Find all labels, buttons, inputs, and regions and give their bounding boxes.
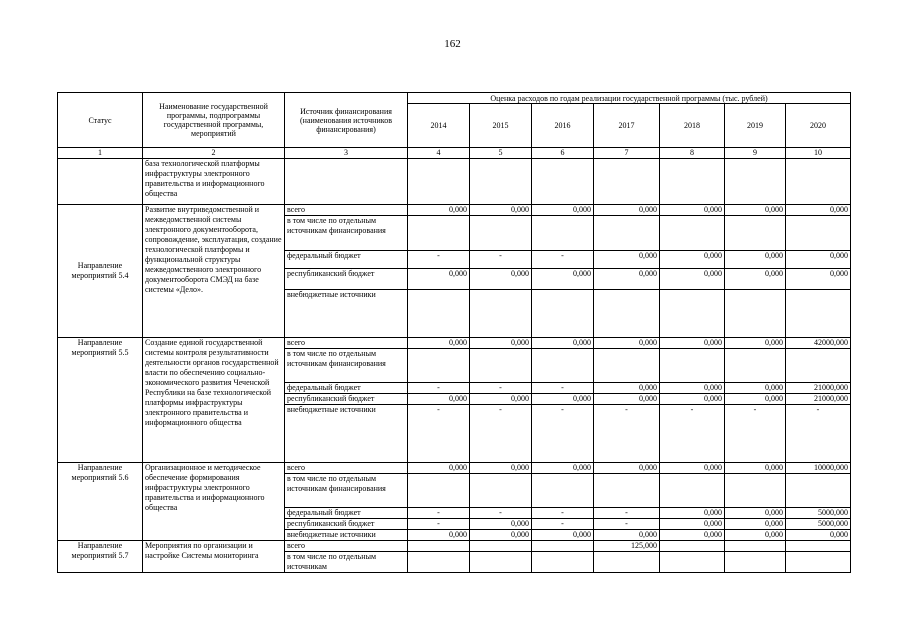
- table-row: [58, 541, 851, 552]
- value-cell: 0,000: [532, 269, 594, 290]
- value-cell: 0,000: [594, 530, 660, 541]
- value-cell: [786, 541, 851, 552]
- value-cell: [470, 474, 532, 508]
- value-cell: [408, 541, 470, 552]
- value-cell: [532, 474, 594, 508]
- value-cell: 0,000: [660, 383, 725, 394]
- value-cell: [470, 541, 532, 552]
- measure-name-cell: Организационное и методическое обеспечение формирования инфраструктуры электронного правительства и информационного общества: [143, 463, 285, 541]
- value-cell: 0,000: [725, 394, 786, 405]
- value-cell: [660, 216, 725, 251]
- value-cell: 0,000: [660, 251, 725, 269]
- header-estimate: Оценка расходов по годам реализации государственной программы (тыс. рублей): [408, 93, 851, 104]
- funding-source-cell: всего: [285, 338, 408, 349]
- value-cell: 0,000: [470, 519, 532, 530]
- value-cell: -: [408, 383, 470, 394]
- value-cell: [660, 349, 725, 383]
- column-number: 4: [408, 148, 470, 159]
- value-cell: 0,000: [786, 530, 851, 541]
- funding-source-cell: в том числе по отдельным источникам финансирования: [285, 216, 408, 251]
- value-cell: [470, 552, 532, 573]
- value-cell: 0,000: [660, 463, 725, 474]
- value-cell: 0,000: [470, 463, 532, 474]
- value-cell: -: [594, 519, 660, 530]
- value-cell: [532, 541, 594, 552]
- value-cell: 0,000: [594, 463, 660, 474]
- value-cell: [594, 552, 660, 573]
- funding-source-cell: республиканский бюджет: [285, 394, 408, 405]
- header-year: 2018: [660, 104, 725, 148]
- value-cell: 0,000: [408, 269, 470, 290]
- value-cell: [786, 474, 851, 508]
- value-cell: 0,000: [725, 251, 786, 269]
- value-cell: -: [532, 383, 594, 394]
- value-cell: -: [532, 519, 594, 530]
- header-source: Источник финансирования (наименования источников финансирования): [285, 93, 408, 148]
- value-cell: [725, 541, 786, 552]
- value-cell: [786, 290, 851, 338]
- table-row: [58, 463, 851, 474]
- value-cell: 0,000: [470, 394, 532, 405]
- value-cell: [408, 216, 470, 251]
- header-year: 2015: [470, 104, 532, 148]
- value-cell: 0,000: [786, 205, 851, 216]
- value-cell: 0,000: [660, 508, 725, 519]
- header-year: 2020: [786, 104, 851, 148]
- value-cell: -: [532, 251, 594, 269]
- value-cell: 42000,000: [786, 338, 851, 349]
- funding-source-cell: внебюджетные источники: [285, 530, 408, 541]
- funding-source-cell: всего: [285, 541, 408, 552]
- value-cell: -: [660, 405, 725, 463]
- funding-source-cell: всего: [285, 205, 408, 216]
- value-cell: 0,000: [532, 394, 594, 405]
- page-number: 162: [444, 38, 461, 50]
- value-cell: 0,000: [725, 205, 786, 216]
- column-number: 9: [725, 148, 786, 159]
- value-cell: 21000,000: [786, 383, 851, 394]
- value-cell: [660, 290, 725, 338]
- value-cell: [408, 349, 470, 383]
- value-cell: -: [470, 508, 532, 519]
- column-number: 8: [660, 148, 725, 159]
- value-cell: [660, 474, 725, 508]
- value-cell: -: [408, 508, 470, 519]
- value-cell: [532, 552, 594, 573]
- value-cell: [470, 290, 532, 338]
- funding-source-cell: в том числе по отдельным источникам финансирования: [285, 349, 408, 383]
- header-year: 2016: [532, 104, 594, 148]
- value-cell: 0,000: [470, 530, 532, 541]
- funding-source-cell: всего: [285, 463, 408, 474]
- status-cell: Направление мероприятий 5.5: [58, 338, 143, 463]
- value-cell: 0,000: [532, 338, 594, 349]
- continuation-row: [58, 159, 851, 205]
- value-cell: 0,000: [725, 519, 786, 530]
- value-cell: 5000,000: [786, 519, 851, 530]
- value-cell: [532, 290, 594, 338]
- value-cell: -: [786, 405, 851, 463]
- column-number: 10: [786, 148, 851, 159]
- measure-name-cell: Развитие внутриведомственной и межведомственной системы электронного документооборота, сопровождение, эксплуатация, создание технологической платформы и функциональной структуры межведомственного электронного документооборота СМЭД на базе системы «Дело».: [143, 205, 285, 338]
- value-cell: -: [408, 519, 470, 530]
- value-cell: -: [408, 405, 470, 463]
- value-cell: 0,000: [408, 205, 470, 216]
- value-cell: [470, 349, 532, 383]
- column-number: 7: [594, 148, 660, 159]
- value-cell: 0,000: [594, 338, 660, 349]
- value-cell: 0,000: [408, 463, 470, 474]
- column-number: 5: [470, 148, 532, 159]
- column-number: 2: [143, 148, 285, 159]
- value-cell: 0,000: [725, 269, 786, 290]
- value-cell: -: [470, 383, 532, 394]
- value-cell: [408, 290, 470, 338]
- value-cell: -: [470, 405, 532, 463]
- budget-table: [57, 92, 851, 573]
- value-cell: [725, 290, 786, 338]
- value-cell: [470, 216, 532, 251]
- value-cell: [660, 552, 725, 573]
- value-cell: [594, 216, 660, 251]
- value-cell: [408, 474, 470, 508]
- status-cell: Направление мероприятий 5.7: [58, 541, 143, 573]
- value-cell: 0,000: [660, 519, 725, 530]
- table-row: [58, 338, 851, 349]
- value-cell: 0,000: [725, 463, 786, 474]
- value-cell: -: [594, 508, 660, 519]
- measure-name-cell: Мероприятия по организации и настройке Системы мониторинга: [143, 541, 285, 573]
- value-cell: 0,000: [532, 205, 594, 216]
- value-cell: 0,000: [408, 338, 470, 349]
- value-cell: [725, 349, 786, 383]
- value-cell: [408, 552, 470, 573]
- funding-source-cell: федеральный бюджет: [285, 251, 408, 269]
- header-status: Статус: [58, 93, 143, 148]
- value-cell: [786, 552, 851, 573]
- continuation-text: база технологической платформы инфраструктуры электронного правительства и информационного общества: [143, 159, 285, 205]
- value-cell: 0,000: [594, 269, 660, 290]
- funding-source-cell: федеральный бюджет: [285, 383, 408, 394]
- value-cell: 0,000: [660, 530, 725, 541]
- value-cell: [660, 541, 725, 552]
- value-cell: 0,000: [594, 205, 660, 216]
- value-cell: [594, 474, 660, 508]
- value-cell: 0,000: [660, 269, 725, 290]
- value-cell: 0,000: [594, 394, 660, 405]
- value-cell: 5000,000: [786, 508, 851, 519]
- table-row: [58, 205, 851, 216]
- column-number: 6: [532, 148, 594, 159]
- value-cell: -: [408, 251, 470, 269]
- value-cell: 125,000: [594, 541, 660, 552]
- column-number: 3: [285, 148, 408, 159]
- value-cell: -: [532, 508, 594, 519]
- status-cell: Направление мероприятий 5.6: [58, 463, 143, 541]
- value-cell: [786, 349, 851, 383]
- value-cell: [786, 216, 851, 251]
- value-cell: 0,000: [594, 383, 660, 394]
- funding-source-cell: внебюджетные источники: [285, 405, 408, 463]
- header-name: Наименование государственной программы, подпрограммы государственной программы, мероприятий: [143, 93, 285, 148]
- funding-source-cell: республиканский бюджет: [285, 269, 408, 290]
- value-cell: [532, 349, 594, 383]
- value-cell: 0,000: [470, 338, 532, 349]
- funding-source-cell: внебюджетные источники: [285, 290, 408, 338]
- measure-name-cell: Создание единой государственной системы контроля результативности деятельности органов государственной власти по обеспечению социально-экономического развития Чеченской Республики на базе технологической платформы инфраструктуры электронного правительства и информационного общества: [143, 338, 285, 463]
- value-cell: 0,000: [660, 205, 725, 216]
- value-cell: 0,000: [470, 205, 532, 216]
- value-cell: 0,000: [725, 508, 786, 519]
- value-cell: -: [725, 405, 786, 463]
- value-cell: 0,000: [408, 394, 470, 405]
- header-year: 2017: [594, 104, 660, 148]
- value-cell: [532, 216, 594, 251]
- value-cell: [725, 552, 786, 573]
- value-cell: 0,000: [532, 530, 594, 541]
- funding-source-cell: в том числе по отдельным источникам финансирования: [285, 474, 408, 508]
- value-cell: 10000,000: [786, 463, 851, 474]
- value-cell: [725, 216, 786, 251]
- funding-source-cell: республиканский бюджет: [285, 519, 408, 530]
- funding-source-cell: в том числе по отдельным источникам: [285, 552, 408, 573]
- value-cell: 0,000: [786, 269, 851, 290]
- value-cell: 0,000: [660, 338, 725, 349]
- value-cell: [594, 349, 660, 383]
- header-year: 2014: [408, 104, 470, 148]
- value-cell: 0,000: [408, 530, 470, 541]
- funding-source-cell: федеральный бюджет: [285, 508, 408, 519]
- value-cell: [594, 290, 660, 338]
- value-cell: 0,000: [786, 251, 851, 269]
- value-cell: -: [594, 405, 660, 463]
- value-cell: 0,000: [725, 530, 786, 541]
- value-cell: 0,000: [660, 394, 725, 405]
- table-body: [58, 159, 851, 573]
- value-cell: 21000,000: [786, 394, 851, 405]
- value-cell: 0,000: [594, 251, 660, 269]
- value-cell: 0,000: [725, 338, 786, 349]
- header-year: 2019: [725, 104, 786, 148]
- value-cell: 0,000: [532, 463, 594, 474]
- value-cell: [725, 474, 786, 508]
- column-number: 1: [58, 148, 143, 159]
- value-cell: 0,000: [725, 383, 786, 394]
- status-cell: Направление мероприятий 5.4: [58, 205, 143, 338]
- value-cell: -: [532, 405, 594, 463]
- value-cell: -: [470, 251, 532, 269]
- value-cell: 0,000: [470, 269, 532, 290]
